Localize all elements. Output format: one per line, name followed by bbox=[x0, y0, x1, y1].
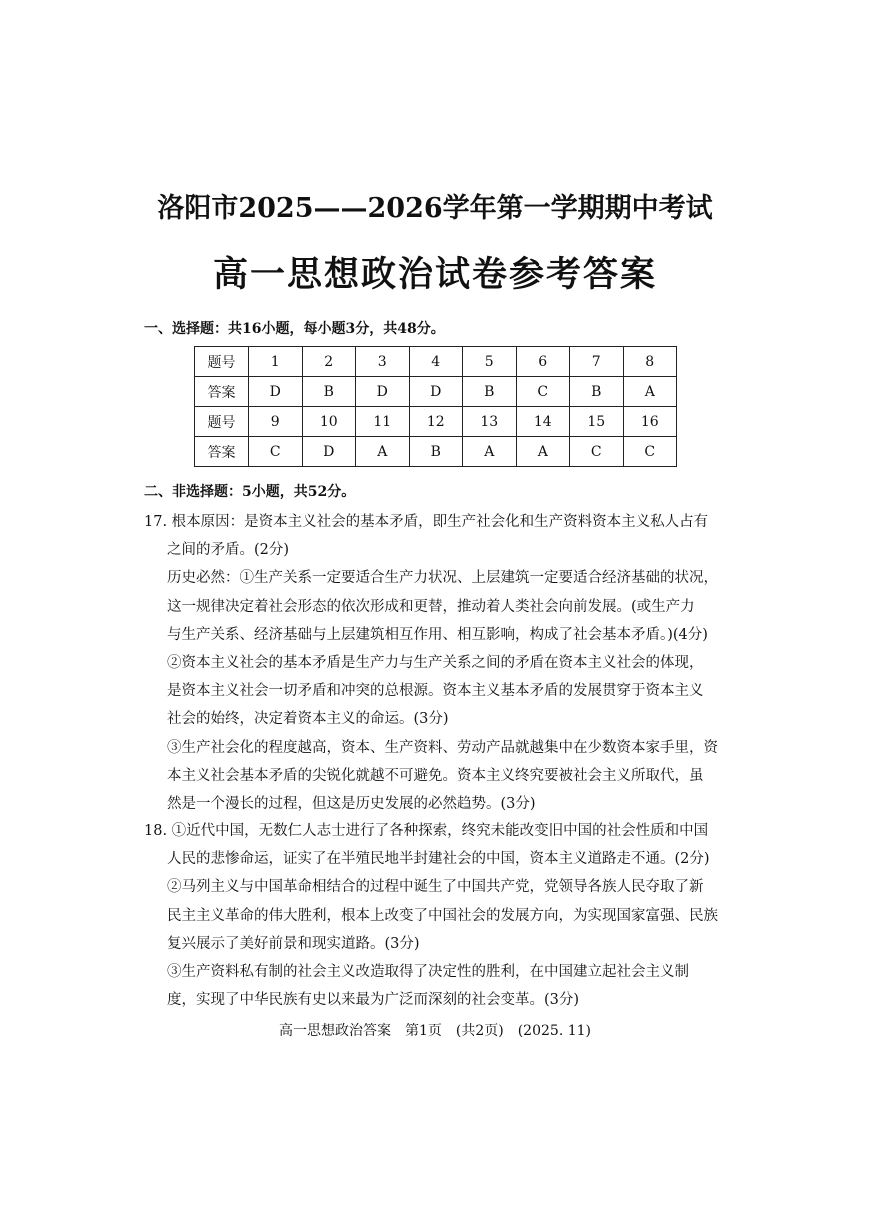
table-cell: C bbox=[249, 437, 303, 467]
table-row bbox=[195, 407, 677, 437]
table-cell: 7 bbox=[570, 347, 624, 377]
table-cell: 题号 bbox=[195, 407, 249, 437]
table-cell: 答案 bbox=[195, 437, 249, 467]
text-line: 度，实现了中华民族有史以来最为广泛而深刻的社会变革。(3分) bbox=[167, 992, 580, 1009]
table-cell: 9 bbox=[249, 407, 303, 437]
answer-table bbox=[194, 346, 677, 467]
text-line: 人民的悲惨命运，证实了在半殖民地半封建社会的中国，资本主义道路走不通。(2分) bbox=[167, 851, 710, 868]
table-cell: A bbox=[463, 437, 517, 467]
table-cell: 1 bbox=[249, 347, 303, 377]
table-cell: 4 bbox=[409, 347, 463, 377]
page-footer: 高一思想政治答案 第1页 (共2页) (2025. 11) bbox=[278, 1023, 591, 1039]
table-cell: 11 bbox=[356, 407, 410, 437]
table-row bbox=[195, 347, 677, 377]
table-cell: D bbox=[409, 377, 463, 407]
section-1-heading: 一、选择题：共16小题，每小题3分，共48分。 bbox=[144, 321, 445, 337]
table-cell: A bbox=[623, 377, 677, 407]
table-cell: 16 bbox=[623, 407, 677, 437]
table-cell: 6 bbox=[516, 347, 570, 377]
question-17-answer bbox=[144, 508, 734, 818]
text-line: 是资本主义社会一切矛盾和冲突的总根源。资本主义基本矛盾的发展贯穿于资本主义 bbox=[167, 683, 704, 700]
table-row bbox=[195, 377, 677, 407]
text-line: 民主主义革命的伟大胜利，根本上改变了中国社会的发展方向，为实现国家富强、民族 bbox=[167, 907, 718, 924]
table-cell: 12 bbox=[409, 407, 463, 437]
table-cell: 13 bbox=[463, 407, 517, 437]
table-cell: 5 bbox=[463, 347, 517, 377]
question-18-answer bbox=[144, 817, 734, 1014]
text-line: 社会的始终，决定着资本主义的命运。(3分) bbox=[167, 711, 449, 728]
table-cell: 答案 bbox=[195, 377, 249, 407]
text-line: 这一规律决定着社会形态的依次形成和更替，推动着人类社会向前发展。(或生产力 bbox=[167, 598, 695, 615]
text-line: ②马列主义与中国革命相结合的过程中诞生了中国共产党，党领导各族人民夺取了新 bbox=[167, 879, 704, 896]
table-cell: B bbox=[570, 377, 624, 407]
table-cell: C bbox=[516, 377, 570, 407]
table-cell: B bbox=[463, 377, 517, 407]
table-cell: B bbox=[302, 377, 356, 407]
table-cell: D bbox=[249, 377, 303, 407]
text-line: 与生产关系、经济基础与上层建筑相互作用、相互影响，构成了社会基本矛盾。)(4分) bbox=[167, 626, 708, 643]
table-cell: D bbox=[356, 377, 410, 407]
table-cell: 10 bbox=[302, 407, 356, 437]
page-subtitle: 高一思想政治试卷参考答案 bbox=[212, 254, 657, 295]
table-cell: C bbox=[623, 437, 677, 467]
table-cell: 2 bbox=[302, 347, 356, 377]
text-line: 之间的矛盾。(2分) bbox=[167, 542, 290, 559]
table-cell: C bbox=[570, 437, 624, 467]
table-cell: 题号 bbox=[195, 347, 249, 377]
table-cell: 14 bbox=[516, 407, 570, 437]
text-line: ②资本主义社会的基本矛盾是生产力与生产关系之间的矛盾在资本主义社会的体现， bbox=[167, 654, 704, 671]
text-line: ③生产资料私有制的社会主义改造取得了决定性的胜利，在中国建立起社会主义制 bbox=[167, 963, 689, 980]
text-line: 18. ①近代中国，无数仁人志士进行了各种探索，终究未能改变旧中国的社会性质和中国 bbox=[144, 823, 709, 839]
table-cell: 8 bbox=[623, 347, 677, 377]
text-line: 历史必然：①生产关系一定要适合生产力状况、上层建筑一定要适合经济基础的状况， bbox=[167, 570, 718, 587]
text-line: 复兴展示了美好前景和现实道路。(3分) bbox=[167, 935, 420, 952]
table-cell: A bbox=[356, 437, 410, 467]
text-line: 17. 根本原因：是资本主义社会的基本矛盾，即生产社会化和生产资料资本主义私人占有 bbox=[144, 514, 709, 530]
table-cell: D bbox=[302, 437, 356, 467]
table-cell: 3 bbox=[356, 347, 410, 377]
text-line: 然是一个漫长的过程，但这是历史发展的必然趋势。(3分) bbox=[167, 795, 536, 812]
text-line: 本主义社会基本矛盾的尖锐化就越不可避免。资本主义终究要被社会主义所取代，虽 bbox=[167, 767, 704, 784]
table-cell: 15 bbox=[570, 407, 624, 437]
text-line: ③生产社会化的程度越高，资本、生产资料、劳动产品就越集中在少数资本家手里，资 bbox=[167, 739, 718, 756]
exam-title: 洛阳市2025——2026学年第一学期期中考试 bbox=[157, 193, 713, 224]
table-cell: A bbox=[516, 437, 570, 467]
table-cell: B bbox=[409, 437, 463, 467]
section-2-heading: 二、非选择题：5小题，共52分。 bbox=[144, 484, 356, 500]
table-row bbox=[195, 437, 677, 467]
